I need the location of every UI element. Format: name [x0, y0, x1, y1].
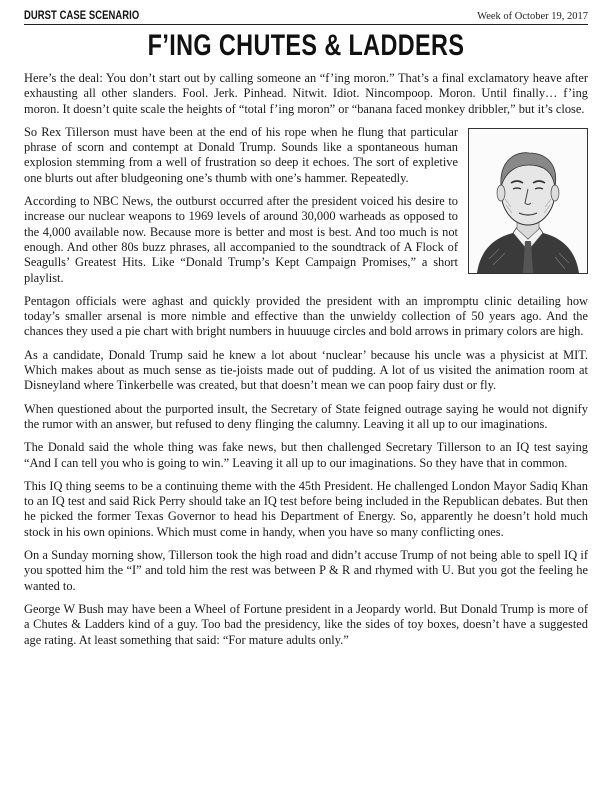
- column-header: [24, 6, 588, 25]
- paragraph-7: The Donald said the whole thing was fake news, but then challenged Secretary Tillerson to an IQ test saying “And I can tell you who is going to win.” Leaving it all up to our imaginations. So they have that in common.: [24, 440, 588, 470]
- headline: F’ING CHUTES & LADDERS: [147, 29, 465, 62]
- article-body: [24, 71, 588, 648]
- paragraph-2: So Rex Tillerson must have been at the end of his rope when he flung that particular phrase of scorn and contempt at Donald Trump. Sounds like a spontaneous human explosion stemming from a well of frustration so deep it echoes. The sort of expletive one blurts out after bludgeoning one’s thumb with one’s hammer. Repeatedly.: [24, 124, 458, 185]
- portrait-illustration: [468, 128, 588, 274]
- paragraph-9: On a Sunday morning show, Tillerson took the high road and didn’t accuse Trump of not being able to spell IQ if you spotted him the “I” and told him the rest was between P & R and rhymed with U. But you got the feeling he wanted to.: [24, 548, 588, 593]
- paragraph-4: Pentagon officials were aghast and quickly provided the president with an impromptu clinic detailing how today’s smaller arsenal is more nimble and effective than the unwieldy collection of 50 years ago. And the chances they used a pie chart with bright numbers in huuuuge circles and bold arrows in primary colors are high.: [24, 293, 588, 339]
- paragraph-3: According to NBC News, the outburst occurred after the president voiced his desire to increase our nuclear weapons to 1969 levels of around 30,000 warheads as opposed to the 4,000 available now. Because more is better and most is best. And too much is not enough. And other 80s buzz phrases, all accompanied to the soundtrack of A Flock of Seagulls’ Greatest Hits. Like “Donald Trump’s Kept Campaign Promises,” a short playlist.: [24, 194, 458, 285]
- column-name: DURST CASE SCENARIO: [24, 10, 140, 22]
- paragraph-5: As a candidate, Donald Trump said he knew a lot about ‘nuclear’ because his uncle was a physicist at MIT. Which makes about as much sense as tie-joists made out of pudding. A lot of us visited the animation room at Disneyland where Tinkerbelle was created, but that doesn’t mean we can poop fairy dust or fly.: [24, 347, 588, 393]
- paragraph-6: When questioned about the purported insult, the Secretary of State feigned outrage saying he would not dignify the rumor with an answer, but refused to deny flinging the calumny. Leaving it all up to our imaginations.: [24, 401, 588, 431]
- issue-date: Week of October 19, 2017: [477, 11, 588, 22]
- paragraph-1: Here’s the deal: You don’t start out by calling someone an “f’ing moron.” That’s a final exclamatory heave after exhausting all other slanders. Fool. Jerk. Pinhead. Nitwit. Idiot. Nincompoop. Moron. Until finally… f’ing moron. It doesn’t quite scale the heights of “total f’ing moron” or “banana faced monkey dribbler,” but it’s close.: [24, 71, 588, 116]
- paragraph-10: George W Bush may have been a Wheel of Fortune president in a Jeopardy world. But Donald Trump is more of a Chutes & Ladders kind of a guy. Too bad the presidency, like the sides of toy boxes, doesn’t have a suggested age rating. At least something that said: “For mature adults only.”: [24, 601, 588, 647]
- paragraph-8: This IQ thing seems to be a continuing theme with the 45th President. He challenged London Mayor Sadiq Khan to an IQ test and said Rick Perry should take an IQ test before being included in the Republican debates. But then he picked the former Texas Governor to head his Department of Energy. So, apparently he doesn’t hold much stock in his own opinions. Which must come in handy, when you have so many conflicting ones.: [24, 478, 588, 539]
- page: [24, 6, 588, 656]
- portrait-sketch-icon: [469, 129, 587, 273]
